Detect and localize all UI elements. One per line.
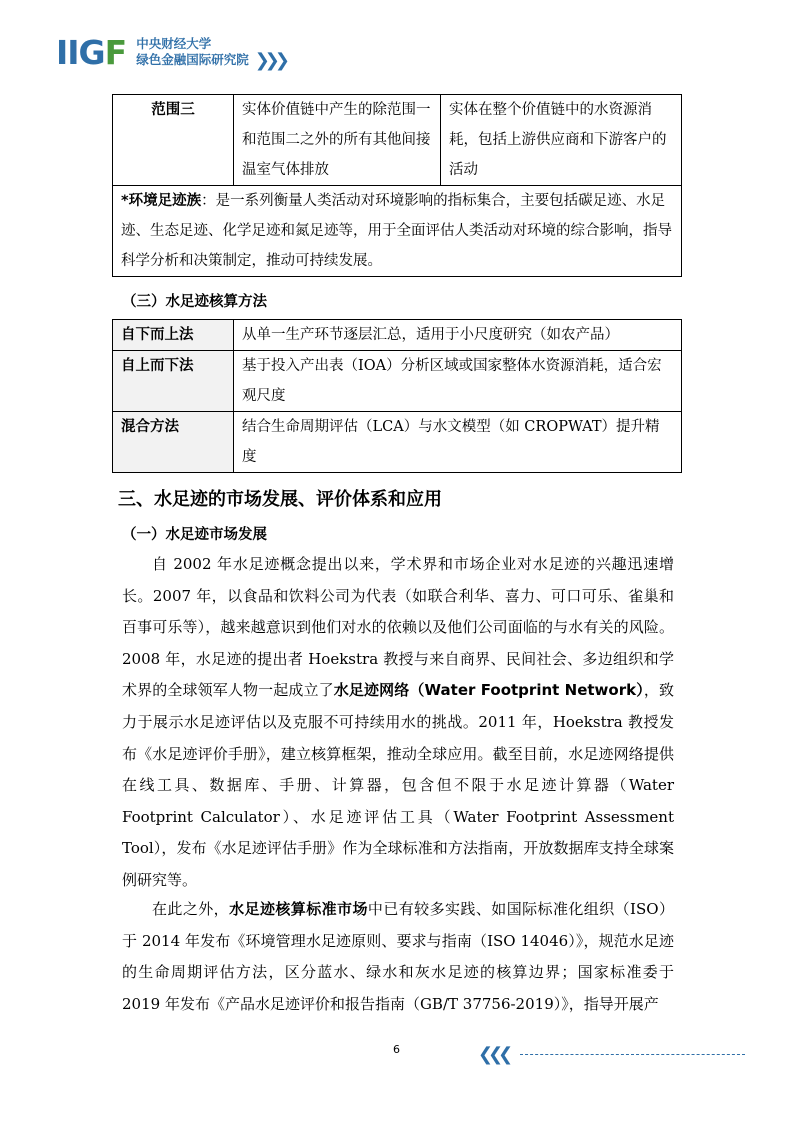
method-name: 自上而下法 <box>113 351 234 412</box>
scope-table <box>112 94 682 277</box>
note-text: ：是一系列衡量人类活动对环境影响的指标集合，主要包括碳足迹、水足迹、生态足迹、化学足迹和氮足迹等，用于全面评估人类活动对环境的综合影响，指导科学分析和决策制定，推动可持续发展。 <box>121 193 672 269</box>
scope-label: 范围三 <box>113 95 234 186</box>
scope-water-desc: 实体在整个价值链中的水资源消耗，包括上游供应商和下游客户的活动 <box>441 95 682 186</box>
body-paragraph <box>122 894 674 1020</box>
methods-table <box>112 319 682 473</box>
org-line-2: 绿色金融国际研究院 <box>136 52 249 67</box>
para-text: 在此之外， <box>152 900 230 918</box>
table-row <box>113 320 682 351</box>
table-row <box>113 95 682 186</box>
para-emphasis: 水足迹网络（Water Footprint Network） <box>333 681 644 700</box>
para-text: 中已有较多实践、如国际标准化组织（ISO）于 2014 年发布《环境管理水足迹原则、要求与指南（ISO 14046）》，规范水足迹的生命周期评估方法，区分蓝水、绿水和灰水足迹的核算边界；国家标准委于 2019 年发布《产品水足迹评价和报告指南（GB/T 37756-2019）》，指导开展产 <box>122 900 674 1013</box>
org-name <box>136 36 249 68</box>
note-term: *环境足迹族 <box>121 193 202 209</box>
subsection-title: （一）水足迹市场发展 <box>122 527 267 543</box>
para-text: ，致力于展示水足迹评估以及克服不可持续用水的挑战。2011 年，Hoekstra 教授发布《水足迹评价手册》，建立核算框架，推动全球应用。截至目前，水足迹网络提供在线工具、数据库、手册、计算器，包含但不限于水足迹计算器（Water Footprint Calculator）、水足迹评估工具（Water Footprint Assessment Tool），发布《水足迹评估手册》作为全球标准和方法指南，开放数据库支持全球案例研究等。 <box>122 681 674 889</box>
body-paragraph <box>122 549 674 897</box>
section-heading: 三、水足迹的市场发展、评价体系和应用 <box>118 489 442 510</box>
method-name: 自下而上法 <box>113 320 234 351</box>
org-line-1: 中央财经大学 <box>136 36 212 51</box>
para-text: 自 2002 年水足迹概念提出以来，学术界和市场企业对水足迹的兴趣迅速增长。2007 年，以食品和饮料公司为代表（如联合利华、喜力、可口可乐、雀巢和百事可乐等），越来越意识到他们对水的依赖以及他们公司面临的与水有关的风险。2008 年，水足迹的提出者 Hoekstra 教授与来自商界、民间社会、多边组织和学术界的全球领军人物一起成立了 <box>122 555 674 700</box>
footer-decoration <box>478 1044 745 1065</box>
subsection-title: （三）水足迹核算方法 <box>122 294 267 310</box>
table-row <box>113 186 682 277</box>
chevrons-right-icon: ❯❯❯ <box>254 49 285 71</box>
method-name: 混合方法 <box>113 412 234 473</box>
footprint-family-note <box>113 186 682 277</box>
header-logo <box>56 30 285 74</box>
method-desc: 从单一生产环节逐层汇总，适用于小尺度研究（如农产品） <box>234 320 682 351</box>
method-desc: 结合生命周期评估（LCA）与水文模型（如 CROPWAT）提升精度 <box>234 412 682 473</box>
para-emphasis: 水足迹核算标准市场 <box>229 900 368 918</box>
page-number: 6 <box>393 1043 400 1056</box>
chevrons-left-icon: ❮❮❮ <box>478 1044 509 1065</box>
method-desc: 基于投入产出表（IOA）分析区域或国家整体水资源消耗，适合宏观尺度 <box>234 351 682 412</box>
scope-carbon-desc: 实体价值链中产生的除范围一和范围二之外的所有其他间接温室气体排放 <box>234 95 441 186</box>
iigf-logo: IIGF <box>56 32 127 72</box>
table-row <box>113 412 682 473</box>
footer-divider <box>520 1054 745 1055</box>
table-row <box>113 351 682 412</box>
